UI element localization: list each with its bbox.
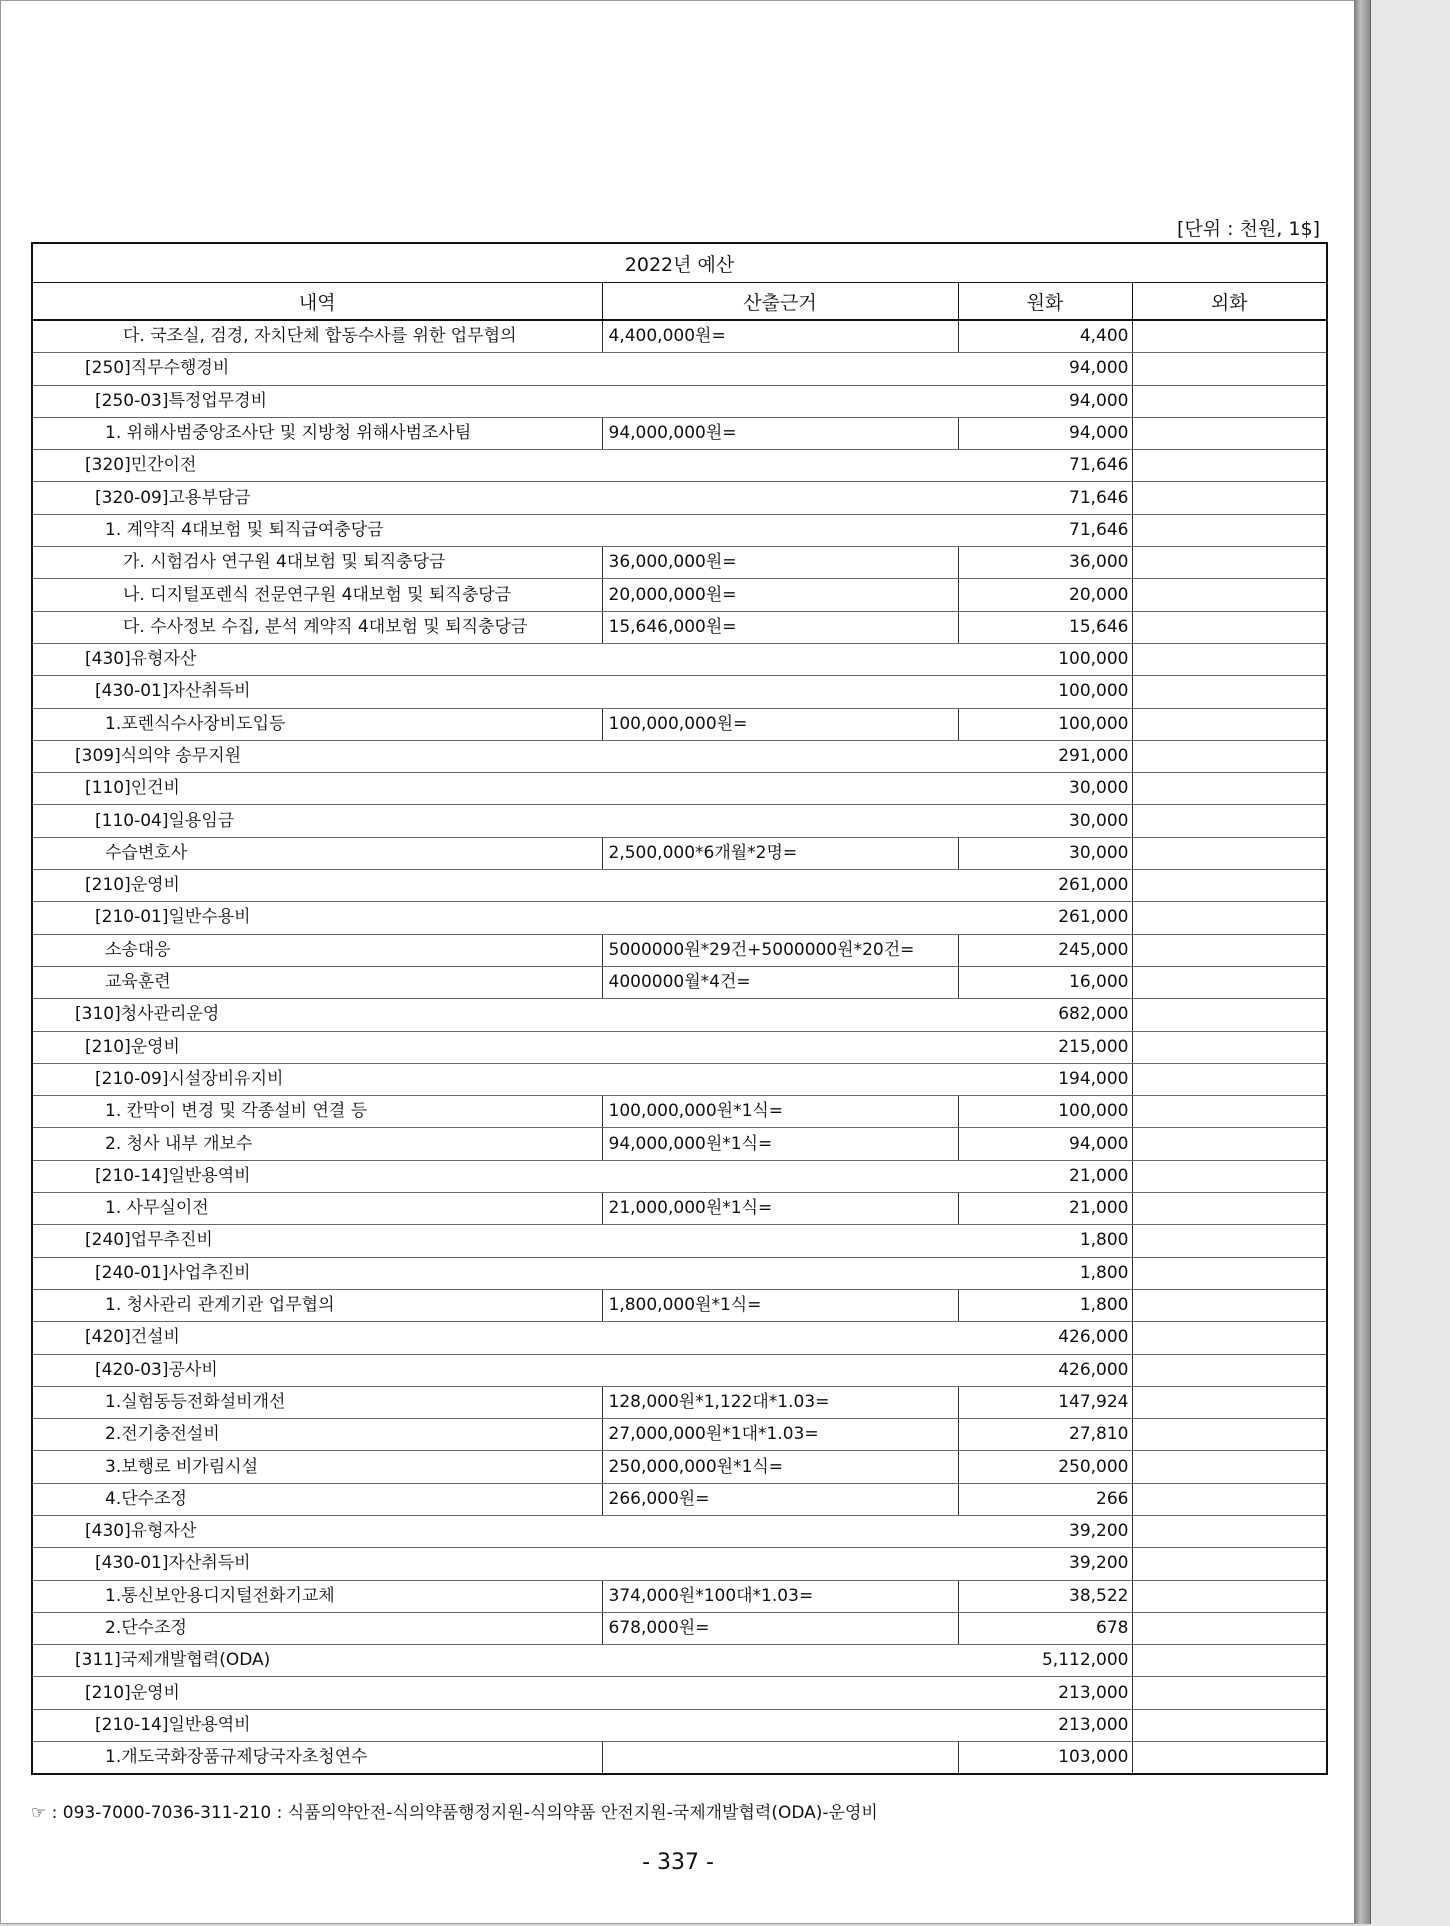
- row-foreign-amount: [1132, 1515, 1327, 1547]
- row-description: 교육훈련: [32, 966, 602, 998]
- row-krw-amount: 103,000: [958, 1742, 1132, 1775]
- row-krw-amount: 39,200: [958, 1515, 1132, 1547]
- table-row: [32, 1031, 1327, 1063]
- table-row: [32, 1354, 1327, 1386]
- row-krw-amount: 261,000: [958, 870, 1132, 902]
- row-krw-amount: 38,522: [958, 1580, 1132, 1612]
- row-krw-amount: 245,000: [958, 934, 1132, 966]
- row-krw-amount: 147,924: [958, 1386, 1132, 1418]
- row-foreign-amount: [1132, 1742, 1327, 1775]
- row-krw-amount: 1,800: [958, 1289, 1132, 1321]
- table-row: [32, 1419, 1327, 1451]
- row-description: 1.실험동등전화설비개선: [32, 1386, 602, 1418]
- row-krw-amount: 20,000: [958, 579, 1132, 611]
- table-row: [32, 1128, 1327, 1160]
- row-krw-amount: 21,000: [958, 1193, 1132, 1225]
- row-description: [210]운영비: [32, 1677, 958, 1709]
- row-basis: 94,000,000원=: [602, 417, 958, 449]
- row-description: [210-14]일반용역비: [32, 1709, 958, 1741]
- row-foreign-amount: [1132, 1548, 1327, 1580]
- row-foreign-amount: [1132, 482, 1327, 514]
- row-description: [430-01]자산취득비: [32, 1548, 958, 1580]
- table-row: [32, 1096, 1327, 1128]
- row-foreign-amount: [1132, 320, 1327, 353]
- row-foreign-amount: [1132, 773, 1327, 805]
- row-foreign-amount: [1132, 1096, 1327, 1128]
- table-row: [32, 837, 1327, 869]
- row-foreign-amount: [1132, 999, 1327, 1031]
- row-foreign-amount: [1132, 1386, 1327, 1418]
- table-row: [32, 611, 1327, 643]
- table-row: [32, 1483, 1327, 1515]
- row-description: [311]국제개발협력(ODA): [32, 1645, 958, 1677]
- row-foreign-amount: [1132, 1645, 1327, 1677]
- row-foreign-amount: [1132, 611, 1327, 643]
- row-krw-amount: 21,000: [958, 1160, 1132, 1192]
- row-foreign-amount: [1132, 547, 1327, 579]
- account-code-footnote: ☞ : 093-7000-7036-311-210 : 식품의약안전-식의약품행정지원-식의약품 안전지원-국제개발협력(ODA)-운영비: [31, 1803, 878, 1823]
- row-description: 다. 수사정보 수집, 분석 계약직 4대보험 및 퇴직충당금: [32, 611, 602, 643]
- row-foreign-amount: [1132, 708, 1327, 740]
- row-krw-amount: 1,800: [958, 1257, 1132, 1289]
- table-row: [32, 934, 1327, 966]
- row-description: 1. 계약직 4대보험 및 퇴직급여충당금: [32, 514, 958, 546]
- row-foreign-amount: [1132, 1612, 1327, 1644]
- row-description: [110-04]일용임금: [32, 805, 958, 837]
- row-krw-amount: 100,000: [958, 1096, 1132, 1128]
- row-krw-amount: 71,646: [958, 450, 1132, 482]
- table-row: [32, 579, 1327, 611]
- row-description: 2.전기충전설비: [32, 1419, 602, 1451]
- row-foreign-amount: [1132, 353, 1327, 385]
- row-krw-amount: 71,646: [958, 514, 1132, 546]
- row-description: [420]건설비: [32, 1322, 958, 1354]
- table-row: [32, 1580, 1327, 1612]
- table-row: [32, 1451, 1327, 1483]
- row-description: [210]운영비: [32, 1031, 958, 1063]
- row-description: 1.통신보안용디지털전화기교체: [32, 1580, 602, 1612]
- background-margin: [1370, 0, 1450, 1926]
- header-krw: 원화: [958, 283, 1132, 321]
- row-foreign-amount: [1132, 837, 1327, 869]
- table-row: [32, 1193, 1327, 1225]
- table-row: [32, 999, 1327, 1031]
- row-krw-amount: 94,000: [958, 1128, 1132, 1160]
- row-foreign-amount: [1132, 805, 1327, 837]
- table-row: [32, 1742, 1327, 1775]
- table-row: [32, 1709, 1327, 1741]
- row-description: 3.보행로 비가림시설: [32, 1451, 602, 1483]
- row-description: 2. 청사 내부 개보수: [32, 1128, 602, 1160]
- row-foreign-amount: [1132, 934, 1327, 966]
- row-krw-amount: 30,000: [958, 837, 1132, 869]
- row-krw-amount: 94,000: [958, 385, 1132, 417]
- row-krw-amount: 30,000: [958, 773, 1132, 805]
- table-row: [32, 805, 1327, 837]
- table-row: [32, 870, 1327, 902]
- table-row: [32, 385, 1327, 417]
- table-row: [32, 676, 1327, 708]
- table-row: [32, 773, 1327, 805]
- row-foreign-amount: [1132, 676, 1327, 708]
- row-krw-amount: 36,000: [958, 547, 1132, 579]
- row-basis: 678,000원=: [602, 1612, 958, 1644]
- row-description: 1. 위해사범중앙조사단 및 지방청 위해사범조사팀: [32, 417, 602, 449]
- row-foreign-amount: [1132, 450, 1327, 482]
- row-basis: 94,000,000원*1식=: [602, 1128, 958, 1160]
- row-description: [250-03]특정업무경비: [32, 385, 958, 417]
- row-krw-amount: 4,400: [958, 320, 1132, 353]
- row-foreign-amount: [1132, 1160, 1327, 1192]
- row-foreign-amount: [1132, 643, 1327, 675]
- row-description: 수습변호사: [32, 837, 602, 869]
- row-krw-amount: 100,000: [958, 676, 1132, 708]
- row-description: [210-14]일반용역비: [32, 1160, 958, 1192]
- row-description: [309]식의약 송무지원: [32, 740, 958, 772]
- row-krw-amount: 678: [958, 1612, 1132, 1644]
- row-krw-amount: 215,000: [958, 1031, 1132, 1063]
- row-description: 가. 시험검사 연구원 4대보험 및 퇴직충당금: [32, 547, 602, 579]
- row-krw-amount: 1,800: [958, 1225, 1132, 1257]
- row-krw-amount: 71,646: [958, 482, 1132, 514]
- table-title-row: [32, 243, 1327, 283]
- row-basis: 4,400,000원=: [602, 320, 958, 353]
- row-foreign-amount: [1132, 1709, 1327, 1741]
- row-krw-amount: 15,646: [958, 611, 1132, 643]
- row-krw-amount: 261,000: [958, 902, 1132, 934]
- row-krw-amount: 30,000: [958, 805, 1132, 837]
- unit-note: [단위 : 천원, 1$]: [1177, 218, 1320, 240]
- table-row: [32, 1515, 1327, 1547]
- row-krw-amount: 100,000: [958, 643, 1132, 675]
- table-row: [32, 1386, 1327, 1418]
- header-foreign: 외화: [1132, 283, 1327, 321]
- budget-table: [31, 242, 1328, 1775]
- row-description: [320]민간이전: [32, 450, 958, 482]
- table-row: [32, 1548, 1327, 1580]
- row-basis: [602, 1742, 958, 1775]
- row-krw-amount: 266: [958, 1483, 1132, 1515]
- row-description: [420-03]공사비: [32, 1354, 958, 1386]
- row-foreign-amount: [1132, 1031, 1327, 1063]
- table-row: [32, 708, 1327, 740]
- row-foreign-amount: [1132, 1063, 1327, 1095]
- row-description: 1.포렌식수사장비도입등: [32, 708, 602, 740]
- row-description: [210-09]시설장비유지비: [32, 1063, 958, 1095]
- row-description: [430]유형자산: [32, 643, 958, 675]
- row-krw-amount: 682,000: [958, 999, 1132, 1031]
- table-row: [32, 353, 1327, 385]
- row-description: [430]유형자산: [32, 1515, 958, 1547]
- row-krw-amount: 426,000: [958, 1354, 1132, 1386]
- row-foreign-amount: [1132, 1483, 1327, 1515]
- table-row: [32, 1289, 1327, 1321]
- row-krw-amount: 94,000: [958, 417, 1132, 449]
- row-description: [430-01]자산취득비: [32, 676, 958, 708]
- table-row: [32, 1160, 1327, 1192]
- row-krw-amount: 213,000: [958, 1677, 1132, 1709]
- row-basis: 2,500,000*6개월*2명=: [602, 837, 958, 869]
- row-description: [240]업무추진비: [32, 1225, 958, 1257]
- row-foreign-amount: [1132, 902, 1327, 934]
- row-foreign-amount: [1132, 579, 1327, 611]
- row-basis: 27,000,000원*1대*1.03=: [602, 1419, 958, 1451]
- row-description: 4.단수조정: [32, 1483, 602, 1515]
- header-description: 내역: [32, 283, 602, 321]
- row-basis: 20,000,000원=: [602, 579, 958, 611]
- row-basis: 5000000원*29건+5000000원*20건=: [602, 934, 958, 966]
- row-description: 2.단수조정: [32, 1612, 602, 1644]
- table-header-row: [32, 283, 1327, 321]
- row-description: [320-09]고용부담금: [32, 482, 958, 514]
- row-description: 다. 국조실, 검경, 자치단체 합동수사를 위한 업무협의: [32, 320, 602, 353]
- row-foreign-amount: [1132, 417, 1327, 449]
- row-krw-amount: 291,000: [958, 740, 1132, 772]
- row-foreign-amount: [1132, 385, 1327, 417]
- row-foreign-amount: [1132, 1128, 1327, 1160]
- row-description: [210-01]일반수용비: [32, 902, 958, 934]
- row-krw-amount: 5,112,000: [958, 1645, 1132, 1677]
- row-description: [110]인건비: [32, 773, 958, 805]
- row-description: 1.개도국화장품규제당국자초청연수: [32, 1742, 602, 1775]
- row-foreign-amount: [1132, 1451, 1327, 1483]
- row-description: 1. 청사관리 관계기관 업무협의: [32, 1289, 602, 1321]
- table-row: [32, 1677, 1327, 1709]
- row-description: [240-01]사업추진비: [32, 1257, 958, 1289]
- row-basis: 374,000원*100대*1.03=: [602, 1580, 958, 1612]
- page-fold-edge: [1354, 0, 1371, 1924]
- table-row: [32, 450, 1327, 482]
- row-description: 1. 사무실이전: [32, 1193, 602, 1225]
- row-description: 나. 디지털포렌식 전문연구원 4대보험 및 퇴직충당금: [32, 579, 602, 611]
- row-foreign-amount: [1132, 740, 1327, 772]
- row-description: [210]운영비: [32, 870, 958, 902]
- row-foreign-amount: [1132, 1354, 1327, 1386]
- table-row: [32, 1612, 1327, 1644]
- row-basis: 1,800,000원*1식=: [602, 1289, 958, 1321]
- table-row: [32, 547, 1327, 579]
- row-krw-amount: 39,200: [958, 1548, 1132, 1580]
- row-krw-amount: 194,000: [958, 1063, 1132, 1095]
- row-foreign-amount: [1132, 1257, 1327, 1289]
- table-row: [32, 320, 1327, 353]
- table-row: [32, 417, 1327, 449]
- table-row: [32, 643, 1327, 675]
- table-row: [32, 902, 1327, 934]
- table-row: [32, 1225, 1327, 1257]
- row-krw-amount: 16,000: [958, 966, 1132, 998]
- row-krw-amount: 27,810: [958, 1419, 1132, 1451]
- row-krw-amount: 213,000: [958, 1709, 1132, 1741]
- row-foreign-amount: [1132, 870, 1327, 902]
- table-title: 2022년 예산: [32, 243, 1327, 283]
- table-row: [32, 966, 1327, 998]
- row-foreign-amount: [1132, 1289, 1327, 1321]
- row-basis: 4000000월*4건=: [602, 966, 958, 998]
- row-description: [310]청사관리운영: [32, 999, 958, 1031]
- page-number: - 337 -: [642, 1850, 714, 1875]
- row-foreign-amount: [1132, 514, 1327, 546]
- row-foreign-amount: [1132, 1193, 1327, 1225]
- row-basis: 250,000,000원*1식=: [602, 1451, 958, 1483]
- row-krw-amount: 94,000: [958, 353, 1132, 385]
- header-basis: 산출근거: [602, 283, 958, 321]
- table-row: [32, 1063, 1327, 1095]
- row-foreign-amount: [1132, 1225, 1327, 1257]
- row-basis: 21,000,000원*1식=: [602, 1193, 958, 1225]
- row-krw-amount: 250,000: [958, 1451, 1132, 1483]
- row-description: 1. 칸막이 변경 및 각종설비 연결 등: [32, 1096, 602, 1128]
- row-foreign-amount: [1132, 1322, 1327, 1354]
- table-row: [32, 740, 1327, 772]
- table-row: [32, 514, 1327, 546]
- row-basis: 36,000,000원=: [602, 547, 958, 579]
- row-basis: 100,000,000원*1식=: [602, 1096, 958, 1128]
- row-basis: 100,000,000원=: [602, 708, 958, 740]
- row-basis: 128,000원*1,122대*1.03=: [602, 1386, 958, 1418]
- row-krw-amount: 426,000: [958, 1322, 1132, 1354]
- row-foreign-amount: [1132, 1419, 1327, 1451]
- row-foreign-amount: [1132, 1677, 1327, 1709]
- table-row: [32, 1322, 1327, 1354]
- row-foreign-amount: [1132, 966, 1327, 998]
- table-row: [32, 1645, 1327, 1677]
- table-row: [32, 482, 1327, 514]
- table-row: [32, 1257, 1327, 1289]
- row-basis: 15,646,000원=: [602, 611, 958, 643]
- row-foreign-amount: [1132, 1580, 1327, 1612]
- row-basis: 266,000원=: [602, 1483, 958, 1515]
- row-description: [250]직무수행경비: [32, 353, 958, 385]
- row-krw-amount: 100,000: [958, 708, 1132, 740]
- row-description: 소송대응: [32, 934, 602, 966]
